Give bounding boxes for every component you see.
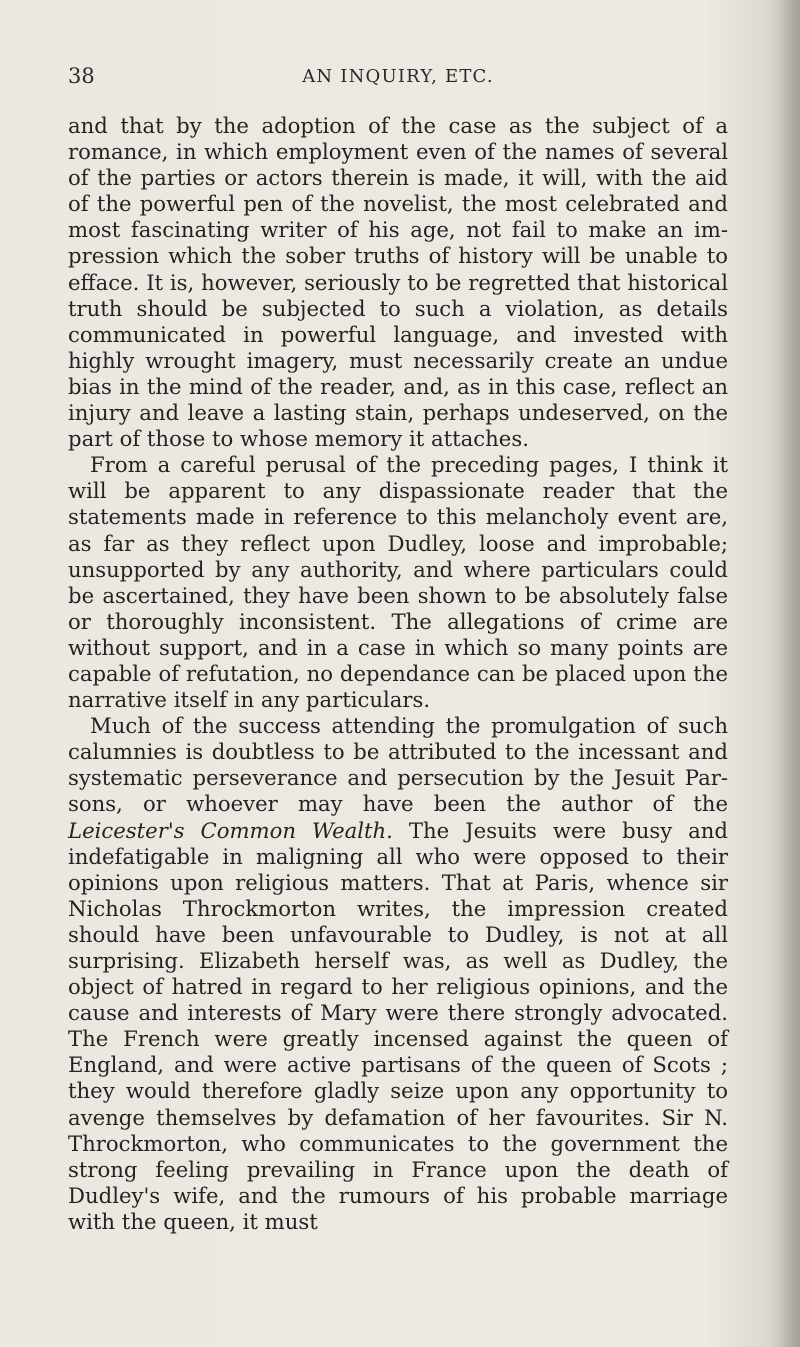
paragraph-2: From a careful perusal of the preceding pages, I think it will be apparent to any dispassionate reader that the statements made in reference to this melancholy event are, as far as they reflect upon Dudley, loose and improbable; unsupported by any authority, and where particulars could be ascertained, they have been shown to be absolutely false or thoroughly inconsistent. The allegations of crime are without support, and in a case in which so many points are capable of refutation, no dependance can be placed upon the narrative itself in any particulars. <box>68 452 728 713</box>
page-edge-shadow <box>778 0 800 1347</box>
book-title-italic: Leicester's Common Wealth. <box>68 817 393 843</box>
page-header <box>68 64 728 90</box>
body-text <box>68 113 728 1235</box>
paragraph-3-part-2: The Jesuits were busy and indefatigable in maligning all who were opposed to their opinions upon religious matters. That at Paris, whence sir Nicholas Throckmorton writes, the impression created should have been unfavourable to Dudley, is not at all surprising. Elizabeth herself was, as well as Dudley, the object of hatred in regard to her religious opinions, and the cause and interests of Mary were there strongly advocated. The French were greatly incensed against the queen of England, and were active partisans of the queen of Scots ; they would therefore gladly seize upon any opportunity to avenge themselves by defamation of her favourites. Sir N. Throckmorton, who communicates to the government the strong feeling prevailing in France upon the death of Dudley's wife, and the rumours of his probable marriage with the queen, it must <box>68 817 728 1234</box>
running-title: AN INQUIRY, ETC. <box>302 66 494 87</box>
paragraph-3 <box>68 713 728 1235</box>
page-number: 38 <box>68 64 95 88</box>
paragraph-3-part-1: Much of the success attending the promulgation of such calumnies is doubtless to be attributed to the incessant and systematic perseverance and persecution by the Jesuit Parsons, or whoever may have been the author of the <box>68 713 728 817</box>
paragraph-1: and that by the adoption of the case as the subject of a romance, in which employment even of the names of several of the parties or actors therein is made, it will, with the aid of the powerful pen of the novelist, the most celebrated and most fascinating writer of his age, not fail to make an impression which the sober truths of history will be unable to efface. It is, however, seriously to be regretted that historical truth should be subjected to such a violation, as details communicated in powerful language, and invested with highly wrought imagery, must necessarily create an undue bias in the mind of the reader, and, as in this case, reflect an injury and leave a lasting stain, perhaps undeserved, on the part of those to whose memory it attaches. <box>68 113 728 452</box>
